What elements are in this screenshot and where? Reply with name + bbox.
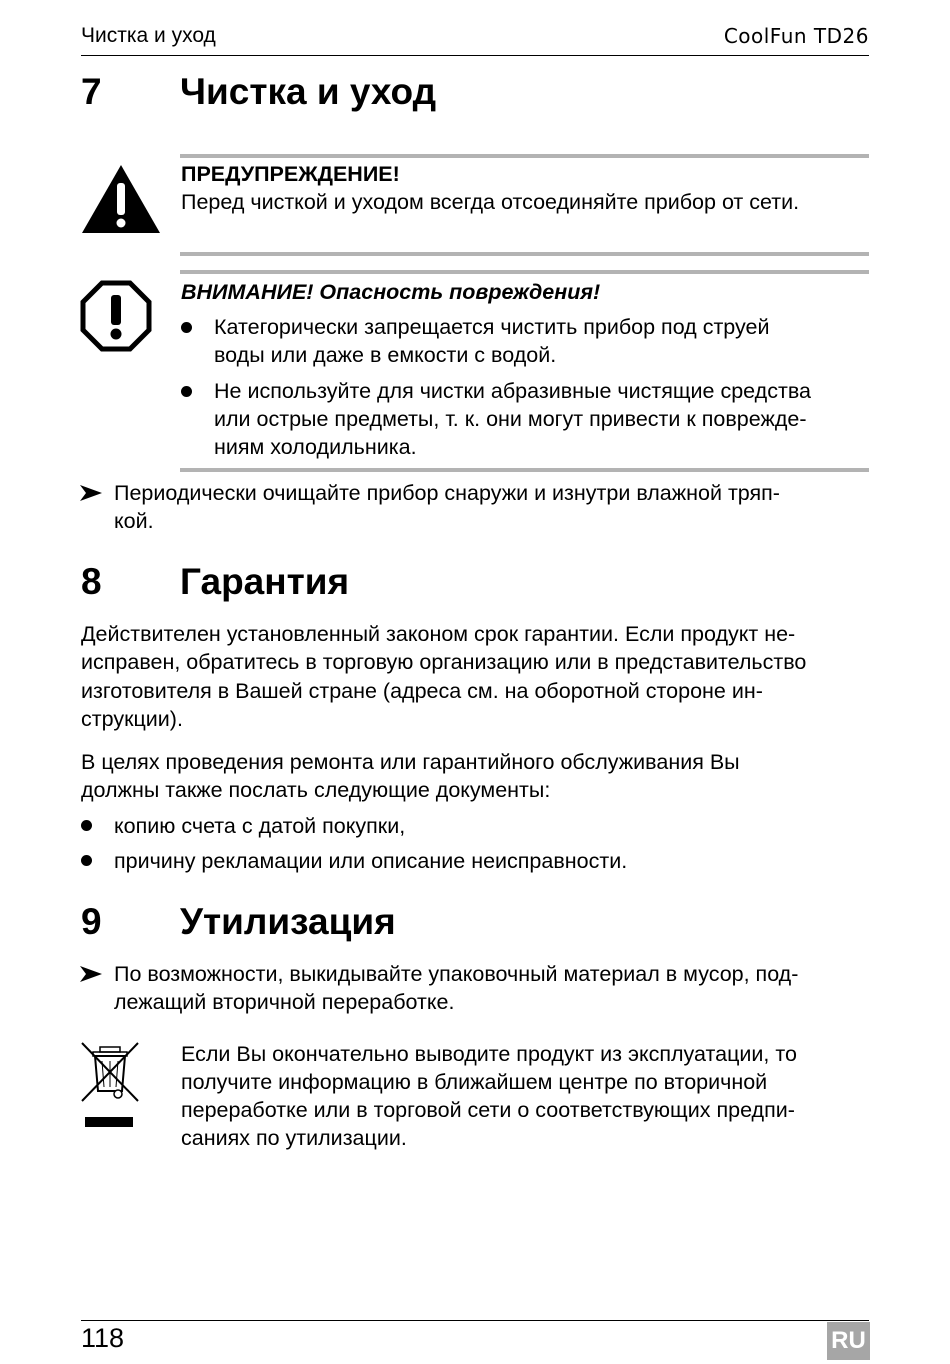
- weee-text-line-1: Если Вы окончательно выводите продукт из эксплуатации, то: [181, 1042, 797, 1066]
- section-8-number: 8: [81, 561, 102, 602]
- caution-octagon-icon: [80, 280, 152, 352]
- warning-top-rule: [180, 154, 869, 158]
- section-7-number: 7: [81, 71, 102, 112]
- warning-bottom-rule: [180, 252, 869, 256]
- warning-title: ПРЕДУПРЕЖДЕНИЕ!: [181, 162, 400, 186]
- section-8-bullet-1: копию счета с датой покупки,: [114, 814, 406, 838]
- caution-bullet-2-line-3: ниям холодильника.: [214, 435, 417, 459]
- section-9-step-line-1: По возможности, выкидывайте упаковочный материал в мусор, под-: [114, 962, 799, 986]
- footer-divider: [81, 1320, 869, 1321]
- arrow-right-icon: [80, 965, 102, 983]
- bullet-icon: [81, 820, 92, 831]
- bullet-icon: [181, 322, 192, 333]
- section-9-number: 9: [81, 901, 102, 942]
- weee-text-line-4: саниях по утилизации.: [181, 1126, 407, 1150]
- crossed-bin-icon: [80, 1041, 142, 1131]
- caution-bullet-1-line-2: воды или даже в емкости с водой.: [214, 343, 557, 367]
- arrow-right-icon: [80, 484, 102, 502]
- section-8-title: Гарантия: [180, 561, 350, 602]
- section-8-bullet-2: причину рекламации или описание неисправности.: [114, 849, 628, 873]
- section-9-title: Утилизация: [180, 901, 396, 942]
- caution-bullet-2-line-1: Не используйте для чистки абразивные чистящие средства: [214, 379, 811, 403]
- warning-triangle-icon: [80, 163, 162, 235]
- section-7-step-line-2: кой.: [114, 509, 154, 533]
- caution-bottom-rule: [180, 468, 869, 472]
- caution-top-rule: [180, 270, 869, 274]
- page-number: 118: [81, 1323, 125, 1353]
- caution-bullet-1-line-1: Категорически запрещается чистить прибор под струей: [214, 315, 770, 339]
- section-8-para-1-line-1: Действителен установленный законом срок гарантии. Если продукт не-: [81, 622, 796, 646]
- section-8-para-1-line-3: изготовителя в Вашей стране (адреса см. на оборотной стороне ин-: [81, 679, 763, 703]
- section-8-para-1-line-4: струкции).: [81, 707, 183, 731]
- language-badge: RU: [827, 1322, 870, 1360]
- caution-bullet-2-line-2: или острые предметы, т. к. они могут привести к поврежде-: [214, 407, 807, 431]
- weee-text-line-3: переработке или в торговой сети о соответствующих предпи-: [181, 1098, 795, 1122]
- section-7-step-line-1: Периодически очищайте прибор снаружи и изнутри влажной тряп-: [114, 481, 780, 505]
- header-section-title: Чистка и уход: [81, 24, 216, 47]
- header-divider: [81, 55, 869, 56]
- section-9-step-line-2: лежащий вторичной переработке.: [114, 990, 455, 1014]
- section-8-para-2-line-2: должны также послать следующие документы:: [81, 778, 551, 802]
- weee-text-line-2: получите информацию в ближайшем центре по вторичной: [181, 1070, 768, 1094]
- section-8-para-2-line-1: В целях проведения ремонта или гарантийного обслуживания Вы: [81, 750, 740, 774]
- bullet-icon: [181, 386, 192, 397]
- caution-title: ВНИМАНИЕ! Опасность повреждения!: [181, 280, 601, 304]
- header-product-name: CoolFun TD26: [723, 24, 869, 48]
- section-7-title: Чистка и уход: [180, 71, 437, 112]
- bullet-icon: [81, 855, 92, 866]
- warning-text: Перед чисткой и уходом всегда отсоединяйте прибор от сети.: [181, 190, 800, 214]
- section-8-para-1-line-2: исправен, обратитесь в торговую организацию или в представительство: [81, 650, 807, 674]
